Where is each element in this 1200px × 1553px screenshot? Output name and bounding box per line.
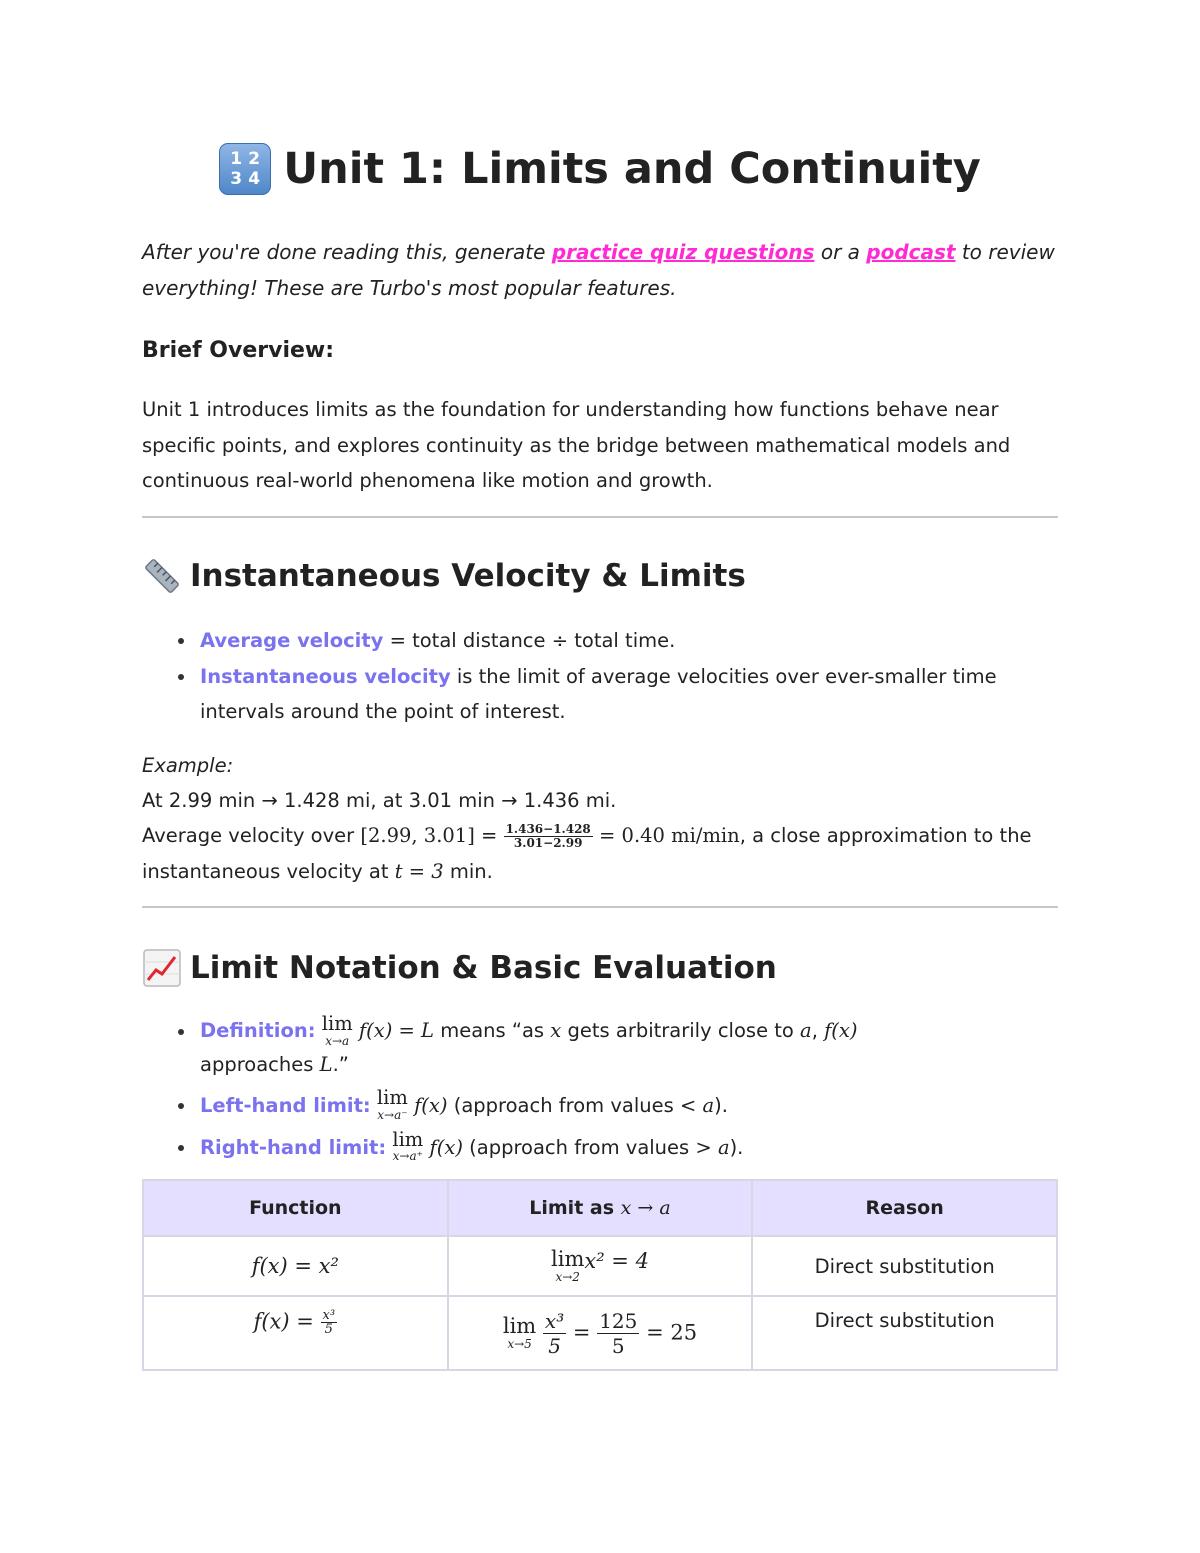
math-t: t = 3 bbox=[394, 859, 444, 883]
limit-value: x² = 4 bbox=[584, 1249, 649, 1273]
table-row bbox=[143, 1296, 1057, 1370]
bullet-text: ). bbox=[714, 1094, 728, 1117]
math-comparison: < a bbox=[680, 1094, 715, 1117]
lim-notation bbox=[503, 1316, 536, 1350]
bullet-text: (approach from values bbox=[462, 1135, 696, 1159]
divider bbox=[142, 516, 1058, 518]
table-cell-reason: Direct substitution bbox=[752, 1296, 1057, 1370]
intro-text: to review everything! These are Turbo's most popular features. bbox=[142, 240, 1055, 300]
table-cell-function: f(x) = x² bbox=[143, 1236, 448, 1296]
bullet-term: Right-hand limit: bbox=[200, 1135, 387, 1159]
bullet-text: , bbox=[811, 1019, 825, 1042]
section-heading-velocity bbox=[142, 556, 746, 596]
math-expression: f(x) = L bbox=[352, 1019, 435, 1042]
lim-notation bbox=[392, 1127, 424, 1163]
math-interval: [2.99, 3.01] bbox=[360, 824, 475, 847]
overview-heading: Brief Overview: bbox=[142, 338, 335, 363]
fraction-numerator: x³ bbox=[322, 1308, 336, 1323]
bullet-text: gets arbitrarily close to bbox=[561, 1019, 801, 1042]
lim-word: lim bbox=[551, 1247, 585, 1271]
column-header-limit bbox=[448, 1180, 753, 1236]
input-numbers-icon bbox=[219, 143, 271, 195]
bullet-text: means “as bbox=[434, 1019, 551, 1042]
bullet-text: ). bbox=[729, 1135, 744, 1159]
emoji-digit: 1 bbox=[230, 149, 243, 169]
math-x: x bbox=[550, 1019, 562, 1042]
page-title-row bbox=[142, 143, 1058, 195]
chart-increasing-icon bbox=[142, 948, 182, 988]
list-item bbox=[142, 623, 1058, 659]
table-cell-reason: Direct substitution bbox=[752, 1236, 1057, 1296]
lim-word: lim bbox=[321, 1012, 353, 1035]
example-text: , a close approximation to the instantaneous velocity at bbox=[142, 824, 1032, 883]
fraction-denominator: 5 bbox=[324, 1322, 333, 1337]
bullet-text: = total distance ÷ total time. bbox=[383, 629, 676, 652]
lim-subscript: x→2 bbox=[555, 1270, 580, 1284]
practice-quiz-link[interactable]: practice quiz questions bbox=[551, 240, 815, 264]
lim-word: lim bbox=[392, 1127, 424, 1151]
lim-subscript: x→a⁺ bbox=[392, 1149, 423, 1163]
table-row bbox=[143, 1236, 1057, 1296]
math-fx: f(x) bbox=[414, 1094, 448, 1117]
list-item bbox=[142, 1127, 1058, 1166]
math-fraction bbox=[504, 823, 593, 850]
page-title: Unit 1: Limits and Continuity bbox=[283, 144, 981, 194]
velocity-bullet-list bbox=[142, 623, 1058, 730]
math-fx: f(x) bbox=[429, 1135, 463, 1159]
emoji-digit: 2 bbox=[248, 149, 261, 169]
header-math: x → a bbox=[620, 1197, 671, 1219]
intro-text: or a bbox=[814, 240, 867, 264]
section-heading-text: Instantaneous Velocity & Limits bbox=[190, 558, 746, 594]
lim-subscript: x→a⁻ bbox=[377, 1107, 408, 1122]
fraction-denominator: 5 bbox=[548, 1333, 561, 1358]
example-line-2 bbox=[142, 818, 1058, 889]
lim-subscript: x→5 bbox=[507, 1337, 532, 1351]
lim-word: lim bbox=[502, 1314, 537, 1338]
podcast-link[interactable]: podcast bbox=[866, 240, 956, 264]
section-heading-limits bbox=[142, 948, 777, 988]
math-result: = 0.40 mi/min bbox=[592, 824, 740, 847]
fraction-numerator: x³ bbox=[544, 1308, 565, 1333]
bullet-term: Left-hand limit: bbox=[200, 1094, 371, 1117]
lim-notation bbox=[551, 1249, 584, 1283]
limit-value: = 25 bbox=[646, 1320, 698, 1344]
intro-paragraph bbox=[142, 234, 1058, 306]
bullet-text: .” bbox=[332, 1053, 349, 1076]
intro-text: After you're done reading this, generate bbox=[142, 240, 552, 264]
bullet-term: Instantaneous velocity bbox=[200, 664, 451, 688]
fraction-numerator: 125 bbox=[599, 1308, 638, 1333]
example-text: min. bbox=[443, 859, 493, 883]
list-item bbox=[142, 659, 1058, 730]
example-line-1: At 2.99 min → 1.428 mi, at 3.01 min → 1.436 mi. bbox=[142, 789, 617, 812]
math-a: a bbox=[800, 1019, 812, 1042]
ruler-icon bbox=[142, 556, 182, 596]
math-fraction bbox=[321, 1309, 338, 1336]
function-expression: f(x) = bbox=[253, 1309, 321, 1334]
equals-sign: = bbox=[572, 1320, 591, 1344]
table-cell-limit bbox=[448, 1296, 753, 1370]
fraction-denominator: 3.01−2.99 bbox=[513, 836, 583, 850]
example-text: = bbox=[474, 824, 504, 847]
table-cell-function bbox=[143, 1296, 448, 1370]
list-item bbox=[142, 1088, 1058, 1124]
bullet-text: (approach from values bbox=[447, 1094, 680, 1117]
example-label: Example: bbox=[142, 754, 234, 777]
lim-subscript: x→a bbox=[325, 1033, 350, 1048]
overview-text: Unit 1 introduces limits as the foundation for understanding how functions behave near specific points, and explores continuity as the bridge between mathematical models and continuous real-world phenomena like motion and growth. bbox=[142, 398, 1011, 492]
lim-notation bbox=[322, 1014, 353, 1047]
emoji-digit: 3 bbox=[230, 169, 243, 189]
divider bbox=[142, 906, 1058, 908]
limits-bullet-list bbox=[142, 1014, 1058, 1165]
bullet-text: approaches bbox=[200, 1053, 320, 1076]
bullet-term: Average velocity bbox=[200, 629, 384, 652]
limits-table bbox=[142, 1179, 1058, 1371]
math-fraction bbox=[543, 1309, 566, 1358]
table-header-row bbox=[143, 1180, 1057, 1236]
fraction-denominator: 5 bbox=[611, 1333, 625, 1358]
column-header-function: Function bbox=[143, 1180, 448, 1236]
fraction-numerator: 1.436−1.428 bbox=[505, 822, 591, 836]
list-item bbox=[142, 1014, 1058, 1082]
math-fraction bbox=[597, 1309, 639, 1358]
bullet-term: Definition: bbox=[200, 1019, 316, 1042]
example-text: Average velocity over bbox=[142, 824, 361, 847]
math-fx: f(x) bbox=[824, 1019, 858, 1042]
lim-notation bbox=[377, 1088, 408, 1121]
bullet-text: is the limit of average velocities over ever-smaller time intervals around the point of interest. bbox=[200, 664, 997, 723]
table-cell-limit bbox=[448, 1236, 753, 1296]
math-comparison: > a bbox=[695, 1135, 730, 1159]
math-L: L bbox=[319, 1053, 333, 1076]
section-heading-text: Limit Notation & Basic Evaluation bbox=[190, 950, 777, 986]
emoji-digit: 4 bbox=[248, 169, 261, 189]
column-header-reason: Reason bbox=[752, 1180, 1057, 1236]
header-text: Limit as bbox=[529, 1197, 621, 1219]
lim-word: lim bbox=[376, 1086, 408, 1109]
